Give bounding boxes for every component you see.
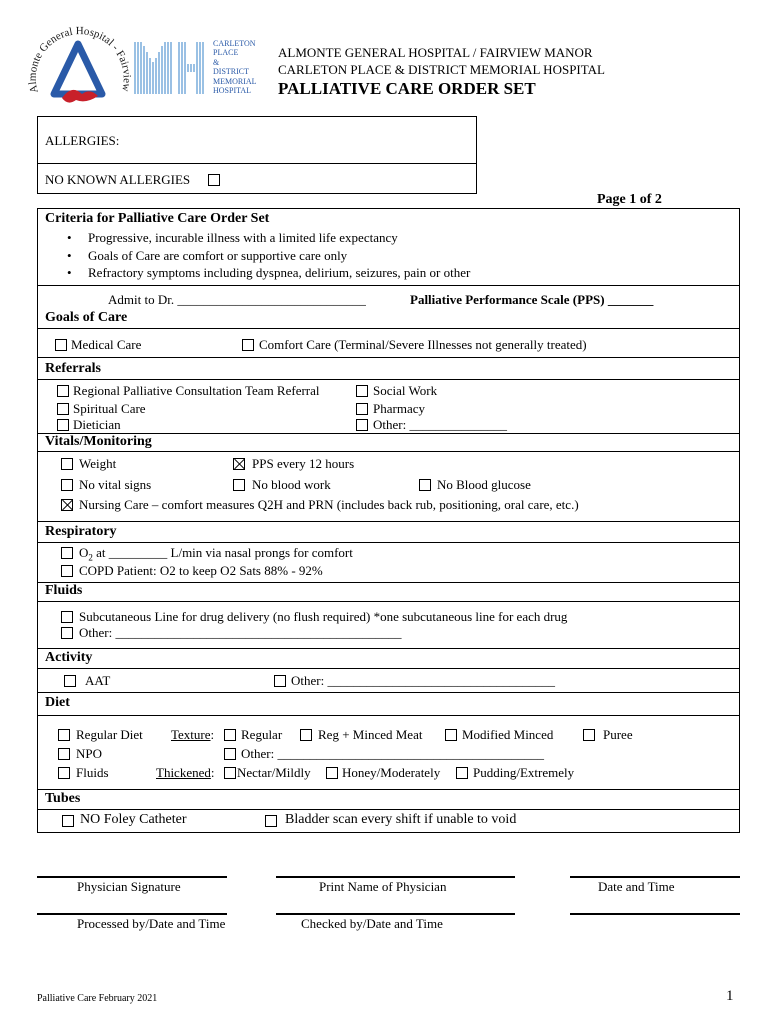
criteria-item: • Goals of Care are comfort or supportive care only — [45, 247, 470, 265]
no-vital-signs-label: No vital signs — [79, 477, 152, 492]
fluids-title: Fluids — [45, 583, 83, 598]
copd-checkbox[interactable] — [61, 565, 73, 577]
dietician-checkbox[interactable] — [57, 419, 69, 431]
subcut-line-checkbox[interactable] — [61, 611, 73, 623]
header-line-1: ALMONTE GENERAL HOSPITAL / FAIRVIEW MANOR — [278, 45, 593, 60]
texture-puree-checkbox[interactable] — [583, 729, 595, 741]
page-number: 1 — [726, 988, 734, 1004]
respiratory-title: Respiratory — [45, 524, 117, 539]
texture-other-checkbox[interactable] — [224, 748, 236, 760]
o2-label: $O_2$ at _________ L/min via nasal prongs for comfort — [79, 545, 353, 563]
nectar-checkbox[interactable] — [224, 767, 236, 779]
pharmacy-label: Pharmacy — [373, 401, 425, 416]
copd-label: COPD Patient: O2 to keep O2 Sats 88% - 92% — [79, 563, 323, 578]
fluids-other-label[interactable]: Other: ____________________________________________ — [79, 625, 402, 640]
no-blood-glucose-checkbox[interactable] — [419, 479, 431, 491]
goals-title: Goals of Care — [45, 310, 128, 325]
header-line-2: CARLETON PLACE & DISTRICT MEMORIAL HOSPITAL — [278, 62, 605, 77]
texture-regular-checkbox[interactable] — [224, 729, 236, 741]
comfort-care-checkbox[interactable] — [242, 339, 254, 351]
texture-modified-minced-label: Modified Minced — [462, 727, 554, 742]
physician-signature-label: Physician Signature — [77, 879, 181, 894]
cpdmh-logo — [131, 38, 266, 98]
referral-other-checkbox[interactable] — [356, 419, 368, 431]
texture-regular-label: Regular — [241, 727, 283, 742]
diet-fluids-checkbox[interactable] — [58, 767, 70, 779]
texture-modified-minced-checkbox[interactable] — [445, 729, 457, 741]
texture-other-label[interactable]: Other: _________________________________________ — [241, 746, 544, 761]
honey-checkbox[interactable] — [326, 767, 338, 779]
date-time-line[interactable] — [570, 876, 740, 878]
print-name-label: Print Name of Physician — [319, 879, 447, 894]
footer-label: Palliative Care February 2021 — [37, 993, 158, 1004]
criteria-list — [45, 229, 470, 282]
checked-by-line[interactable] — [276, 913, 515, 915]
aat-checkbox[interactable] — [64, 675, 76, 687]
spiritual-care-label: Spiritual Care — [73, 401, 146, 416]
activity-other-label[interactable]: Other: ___________________________________ — [291, 673, 555, 688]
pps-12h-label: PPS every 12 hours — [252, 456, 355, 471]
vitals-title: Vitals/Monitoring — [45, 434, 152, 449]
form-title: PALLIATIVE CARE ORDER SET — [278, 79, 536, 98]
medical-care-checkbox[interactable] — [55, 339, 67, 351]
date-time-label: Date and Time — [598, 879, 675, 894]
regional-referral-checkbox[interactable] — [57, 385, 69, 397]
activity-title: Activity — [45, 650, 93, 665]
regional-referral-label: Regional Palliative Consultation Team Referral — [73, 383, 320, 398]
pudding-label: Pudding/Extremely — [473, 765, 575, 780]
pharmacy-checkbox[interactable] — [356, 403, 368, 415]
criteria-title: Criteria for Palliative Care Order Set — [45, 211, 270, 226]
criteria-item: • Progressive, incurable illness with a limited life expectancy — [45, 229, 470, 247]
no-foley-checkbox[interactable] — [62, 815, 74, 827]
diet-fluids-label: Fluids — [76, 765, 109, 780]
nectar-label: Nectar/Mildly — [237, 765, 311, 780]
diet-title: Diet — [45, 695, 70, 710]
svg-text:Almonte General Hospital - Fai: Almonte General Hospital - Fairview — [26, 25, 132, 95]
admit-to-dr[interactable]: Admit to Dr. _____________________________ — [108, 292, 366, 307]
referrals-title: Referrals — [45, 361, 101, 376]
social-work-label: Social Work — [373, 383, 438, 398]
weight-checkbox[interactable] — [61, 458, 73, 470]
texture-reg-minced-label: Reg + Minced Meat — [318, 727, 423, 742]
texture-reg-minced-checkbox[interactable] — [300, 729, 312, 741]
pps-12h-checkbox[interactable] — [233, 458, 245, 470]
honey-label: Honey/Moderately — [342, 765, 441, 780]
subcut-line-label: Subcutaneous Line for drug delivery (no flush required) *one subcutaneous line for each drug — [79, 609, 568, 624]
cpdmh-logo-text: CARLETON PLACE & DISTRICT MEMORIAL HOSPITAL — [213, 39, 257, 96]
fluids-other-checkbox[interactable] — [61, 627, 73, 639]
nka-label: NO KNOWN ALLERGIES — [45, 172, 191, 187]
no-vital-signs-checkbox[interactable] — [61, 479, 73, 491]
nka-checkbox[interactable] — [208, 174, 220, 186]
physician-signature-line[interactable] — [37, 876, 227, 878]
bladder-scan-checkbox[interactable] — [265, 815, 277, 827]
dietician-label: Dietician — [73, 417, 121, 432]
comfort-care-label: Comfort Care (Terminal/Severe Illnesses not generally treated) — [259, 337, 587, 352]
no-foley-label: NO Foley Catheter — [80, 812, 187, 827]
referral-other-label[interactable]: Other: _______________ — [373, 417, 507, 432]
no-blood-glucose-label: No Blood glucose — [437, 477, 531, 492]
processed-by-line[interactable] — [37, 913, 227, 915]
agh-logo — [24, 14, 132, 114]
aat-label: AAT — [85, 673, 111, 688]
no-blood-work-checkbox[interactable] — [233, 479, 245, 491]
tubes-title: Tubes — [45, 791, 81, 806]
o2-checkbox[interactable] — [61, 547, 73, 559]
nursing-care-checkbox[interactable] — [61, 499, 73, 511]
texture-label: Texture: — [171, 727, 215, 742]
regular-diet-label: Regular Diet — [76, 727, 143, 742]
pudding-checkbox[interactable] — [456, 767, 468, 779]
checked-by-label: Checked by/Date and Time — [301, 916, 443, 931]
weight-label: Weight — [79, 456, 117, 471]
regular-diet-checkbox[interactable] — [58, 729, 70, 741]
pps-field[interactable]: Palliative Performance Scale (PPS) _______ — [410, 292, 654, 307]
npo-label: NPO — [76, 746, 103, 761]
allergies-label: ALLERGIES: — [45, 133, 120, 148]
social-work-checkbox[interactable] — [356, 385, 368, 397]
print-name-line[interactable] — [276, 876, 515, 878]
nursing-care-label: Nursing Care – comfort measures Q2H and PRN (includes back rub, positioning, oral care, etc.) — [79, 497, 579, 512]
no-blood-work-label: No blood work — [252, 477, 331, 492]
npo-checkbox[interactable] — [58, 748, 70, 760]
medical-care-label: Medical Care — [71, 337, 142, 352]
page-label: Page 1 of 2 — [597, 192, 662, 207]
processed-by-label: Processed by/Date and Time — [77, 916, 226, 931]
extra-signature-line[interactable] — [570, 913, 740, 915]
texture-puree-label: Puree — [603, 727, 633, 742]
bladder-scan-label: Bladder scan every shift if unable to void — [285, 812, 517, 827]
criteria-item: • Refractory symptoms including dyspnea, delirium, seizures, pain or other — [45, 264, 470, 282]
thickened-label: Thickened: — [156, 765, 215, 780]
activity-other-checkbox[interactable] — [274, 675, 286, 687]
spiritual-care-checkbox[interactable] — [57, 403, 69, 415]
